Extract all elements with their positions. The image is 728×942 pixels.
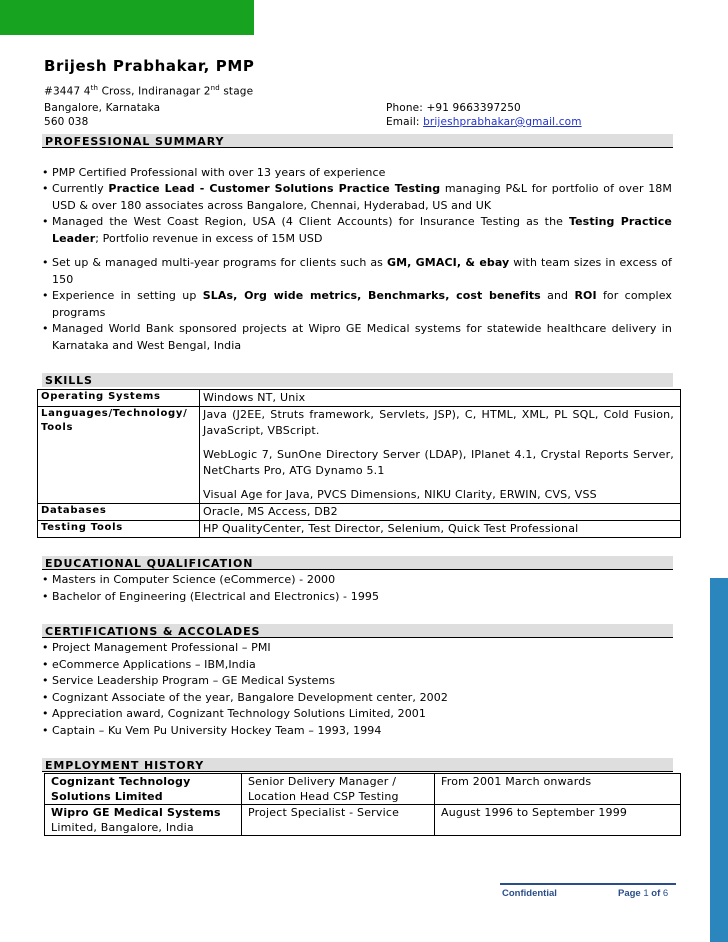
summary-bullet: • Set up & managed multi-year programs for clients such as GM, GMACI, & ebay with team sizes in excess of 150 [42, 256, 672, 286]
section-skills: SKILLS [42, 373, 673, 387]
cert-item: • Project Management Professional – PMI [42, 641, 271, 654]
cert-item: • Captain – Ku Vem Pu University Hockey Team – 1993, 1994 [42, 724, 382, 737]
skill-category: Databases [38, 504, 200, 521]
table-row [45, 805, 681, 836]
table-row [38, 407, 681, 504]
summary-bullet: • Managed the West Coast Region, USA (4 Client Accounts) for Insurance Testing as the Testing Practice Leader; Portfolio revenue in excess of 15M USD [42, 215, 672, 245]
employer-location: Limited, Bangalore, India [51, 821, 194, 834]
address-line-1: #3447 4th Cross, Indiranagar 2nd stage [44, 84, 254, 98]
summary-bullet: • Currently Practice Lead - Customer Solutions Practice Testing managing P&L for portfolio of over 18M USD & over 180 associates across Bangalore, Chennai, Hyderabad, US and UK [42, 182, 672, 212]
employment-role: Senior Delivery Manager / Location Head CSP Testing [242, 774, 435, 805]
employer-cell [45, 805, 242, 836]
section-professional-summary: PROFESSIONAL SUMMARY [42, 134, 673, 148]
skill-category: Operating Systems [38, 390, 200, 407]
summary-bullet: • Experience in setting up SLAs, Org wide metrics, Benchmarks, cost benefits and ROI for complex programs [42, 289, 672, 319]
skill-value: HP QualityCenter, Test Director, Selenium, Quick Test Professional [200, 521, 681, 538]
employer-name: Cognizant Technology Solutions Limited [45, 774, 242, 805]
education-item: • Masters in Computer Science (eCommerce) - 2000 [42, 573, 336, 586]
employment-period: August 1996 to September 1999 [435, 805, 681, 836]
phone: Phone: +91 9663397250 [386, 102, 521, 114]
education-item: • Bachelor of Engineering (Electrical and Electronics) - 1995 [42, 590, 380, 603]
skill-value: Windows NT, Unix [200, 390, 681, 407]
address-city: Bangalore, Karnataka [44, 102, 161, 114]
table-row [38, 521, 681, 538]
summary-bullet: • PMP Certified Professional with over 13 years of experience [42, 166, 386, 179]
side-blue-bar [710, 578, 728, 942]
table-row [45, 774, 681, 805]
skill-category: Testing Tools [38, 521, 200, 538]
section-certifications: CERTIFICATIONS & ACCOLADES [42, 624, 673, 638]
cert-item: • Appreciation award, Cognizant Technology Solutions Limited, 2001 [42, 707, 427, 720]
resume-name: Brijesh Prabhakar, PMP [44, 57, 255, 75]
skill-value: Oracle, MS Access, DB2 [200, 504, 681, 521]
cert-item: • Cognizant Associate of the year, Bangalore Development center, 2002 [42, 691, 448, 704]
header-green-bar [0, 0, 254, 35]
cert-item: • eCommerce Applications – IBM,India [42, 658, 256, 671]
section-employment: EMPLOYMENT HISTORY [42, 758, 673, 772]
table-row [38, 390, 681, 407]
email-line: Email: brijeshprabhakar@gmail.com [386, 116, 582, 128]
footer-page-number: Page 1 of 6 [618, 888, 669, 899]
skills-table [37, 389, 681, 538]
email-link[interactable]: brijeshprabhakar@gmail.com [423, 116, 582, 128]
footer-rule [500, 883, 676, 885]
employment-role: Project Specialist - Service [242, 805, 435, 836]
employer-name: Wipro GE Medical Systems [51, 806, 221, 819]
footer-confidential: Confidential [502, 888, 557, 899]
section-education: EDUCATIONAL QUALIFICATION [42, 556, 673, 570]
cert-item: • Service Leadership Program – GE Medical Systems [42, 674, 336, 687]
skill-category: Languages/Technology/ Tools [38, 407, 200, 504]
employment-table [44, 773, 681, 836]
summary-bullet: • Managed World Bank sponsored projects at Wipro GE Medical systems for statewide healthcare delivery in Karnataka and West Bengal, India [42, 322, 672, 352]
table-row [38, 504, 681, 521]
skill-value: Java (J2EE, Struts framework, Servlets, JSP), C, HTML, XML, PL SQL, Cold Fusion, JavaScript, VBScript. WebLogic 7, SunOne Directory Server (LDAP), IPlanet 4.1, Crystal Reports Server, NetCharts Pro, ATG Dynamo 5.1 Visual Age for Java, PVCS Dimensions, NIKU Clarity, ERWIN, CVS, VSS [200, 407, 681, 504]
address-pin: 560 038 [44, 116, 89, 128]
employment-period: From 2001 March onwards [435, 774, 681, 805]
